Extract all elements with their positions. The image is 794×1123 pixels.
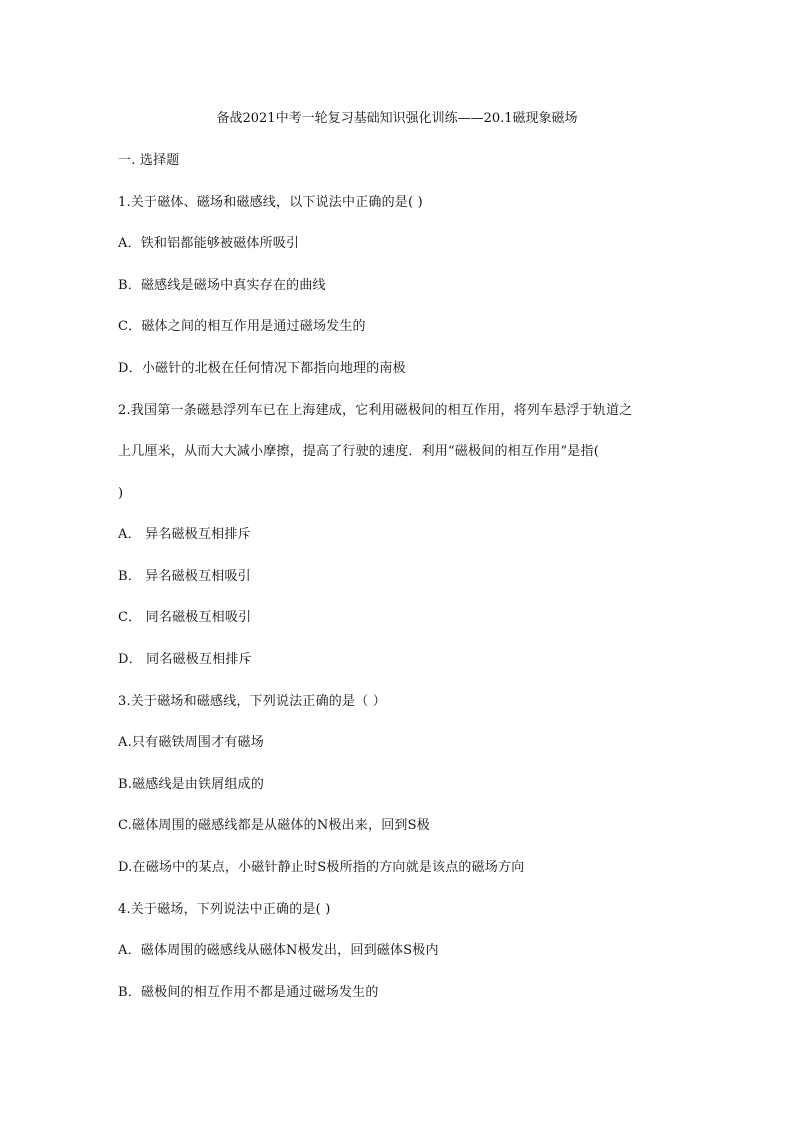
- question-1-option-a: A．铁和铝都能够被磁体所吸引: [118, 236, 300, 251]
- question-1-option-b: B．磁感线是磁场中真实存在的曲线: [118, 278, 326, 293]
- question-2-option-c: C． 同名磁极互相吸引: [118, 610, 252, 625]
- question-2-option-d: D． 同名磁极互相排斥: [118, 652, 252, 667]
- question-2-stem-line-1: 2.我国第一条磁悬浮列车已在上海建成，它利用磁极间的相互作用，将列车悬浮于轨道之: [118, 403, 633, 418]
- question-1-option-c: C．磁体之间的相互作用是通过磁场发生的: [118, 319, 366, 334]
- section-heading: 一. 选择题: [118, 153, 180, 168]
- question-2-stem-line-2: 上几厘米，从而大大减小摩擦，提高了行驶的速度．利用“磁极间的相互作用”是指(: [118, 444, 599, 459]
- question-2-option-a: A． 异名磁极互相排斥: [118, 527, 251, 542]
- question-2-stem-line-3: ): [118, 486, 124, 501]
- question-3-option-b: B.磁感线是由铁屑组成的: [118, 777, 265, 792]
- question-2-option-b: B． 异名磁极互相吸引: [118, 569, 251, 584]
- question-1-option-d: D．小磁针的北极在任何情况下都指向地理的南极: [118, 361, 406, 376]
- question-4-option-a: A．磁体周围的磁感线从磁体N极发出，回到磁体S极内: [118, 943, 439, 958]
- question-4-stem: 4.关于磁场，下列说法中正确的是( ): [118, 902, 331, 917]
- question-3-option-d: D.在磁场中的某点，小磁针静止时S极所指的方向就是该点的磁场方向: [118, 860, 525, 875]
- question-1-stem: 1.关于磁体、磁场和磁感线，以下说法中正确的是( ): [118, 195, 423, 210]
- question-4-option-b: B．磁极间的相互作用不都是通过磁场发生的: [118, 985, 379, 1000]
- question-3-option-a: A.只有磁铁周围才有磁场: [118, 735, 264, 750]
- question-3-option-c: C.磁体周围的磁感线都是从磁体的N极出来，回到S极: [118, 818, 430, 833]
- document-title: 备战2021中考一轮复习基础知识强化训练——20.1磁现象磁场: [216, 111, 578, 126]
- question-3-stem: 3.关于磁场和磁感线，下列说法正确的是（ ）: [118, 694, 386, 709]
